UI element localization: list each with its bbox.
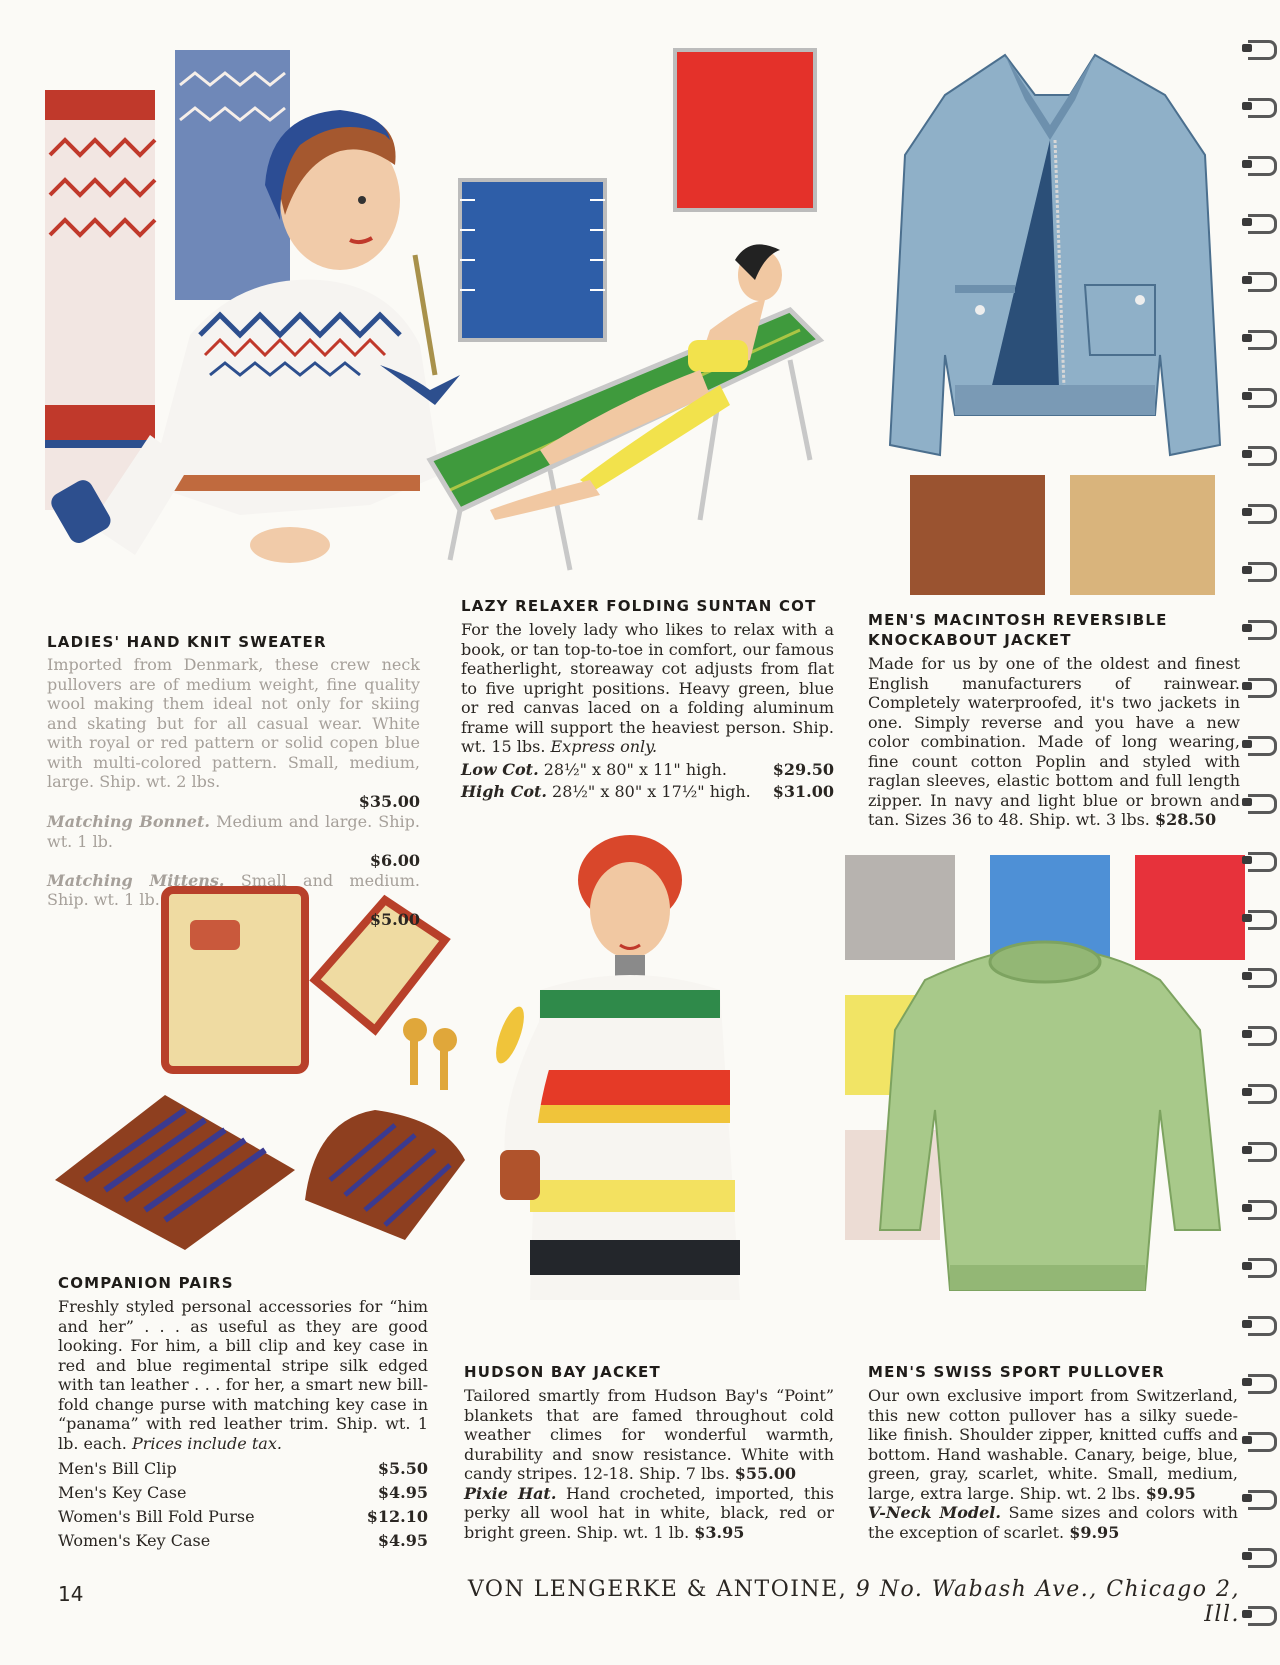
cot-description: For the lovely lady who likes to relax with a book, or tan top-to-toe in comfort, our famous featherlight, storeaway cot adjusts from flat to five upright positions. Heavy green, blue or red canvas laced on a folding aluminum frame will support the heaviest person. Ship. wt. 15 lbs. (461, 620, 834, 756)
binder-ring (1242, 1490, 1276, 1508)
price-list-item (58, 1481, 428, 1505)
binder-ring (1242, 562, 1276, 580)
hudson-description: Tailored smartly from Hudson Bay's “Point” blankets that are famed throughout cold weather climes for wonderful warmth, durability and snow resistance. White with candy stripes. 12-18. Ship. 7 lbs. (464, 1386, 834, 1483)
price-list-item (58, 1529, 428, 1553)
binder-ring (1242, 1432, 1276, 1450)
item-price: $4.95 (377, 1483, 428, 1502)
footer-address-line (440, 1577, 1240, 1627)
vneck-price: $9.95 (1069, 1522, 1120, 1542)
high-cot-label: High Cot. (461, 782, 547, 801)
binder-ring (1242, 1548, 1276, 1566)
binder-ring (1242, 1200, 1276, 1218)
vneck-label: V-Neck Model. (868, 1503, 1001, 1522)
pixie-hat-label: Pixie Hat. (464, 1483, 557, 1503)
sweater-description: Imported from Denmark, these crew neck pullovers are of medium weight, fine quality wool making them ideal not only for skiing and skating but for all casual wear. White with royal or red pattern or solid copen blue with multi-colored pattern. Small, medium, large. Ship. wt. 2 lbs. (47, 655, 420, 791)
low-cot-price: $29.50 (772, 759, 834, 779)
item-name: Women's Bill Fold Purse (58, 1507, 255, 1526)
binder-ring (1242, 852, 1276, 870)
binder-ring (1242, 1084, 1276, 1102)
companion-pairs-illustration (45, 880, 475, 1260)
hudson-bay-jacket-illustration (480, 820, 810, 1310)
companion-description: Freshly styled personal accessories for “him and her” . . . as useful as they are good looking. For him, a bill clip and key case in red and blue regimental stripe silk edged with tan leather . . . for her, a smart new bill-fold change purse with matching key case in “panama” with red leather trim. Ship. wt. 1 lb. each. (58, 1297, 428, 1453)
item-name: Men's Bill Clip (58, 1459, 177, 1478)
macintosh-jacket-illustration (885, 35, 1240, 595)
binder-ring (1242, 156, 1276, 174)
item-price: $5.50 (377, 1459, 428, 1478)
binder-ring (1242, 272, 1276, 290)
bonnet-description: Medium and large. Ship. wt. 1 lb. (47, 812, 421, 851)
page-number: 14 (58, 1582, 84, 1606)
pullover-description: Our own exclusive import from Switzerland, this new cotton pullover has a silky suede-like finish. Shoulder zipper, knitted cuffs and bottom. Hand washable. Canary, beige, blue, green, gray, scarlet, white. Small, medium, large, extra large. Ship. wt. 2 lbs. (868, 1386, 1238, 1503)
companion-title: COMPANION PAIRS (58, 1274, 234, 1292)
suntan-cot-illustration (420, 40, 880, 595)
pixie-hat-price: $3.95 (694, 1522, 745, 1542)
vneck-description: Same sizes and colors with the exception of scarlet. (868, 1503, 1238, 1542)
price-list-item (58, 1457, 428, 1481)
binder-ring (1242, 1258, 1276, 1276)
binder-ring (1242, 1374, 1276, 1392)
mittens-label: Matching Mittens. (47, 870, 225, 890)
item-price: $4.95 (377, 1531, 428, 1550)
mittens-price: $5.00 (369, 909, 420, 929)
binder-ring (1242, 620, 1276, 638)
binder-ring (1242, 1026, 1276, 1044)
footer-address: 9 No. Wabash Ave., Chicago 2, Ill. (855, 1577, 1240, 1627)
hudson-title: HUDSON BAY JACKET (464, 1363, 661, 1381)
jacket-price: $28.50 (1154, 810, 1217, 829)
binder-ring (1242, 40, 1276, 58)
footer-company: VON LENGERKE & ANTOINE, (467, 1577, 848, 1602)
cot-title: LAZY RELAXER FOLDING SUNTAN COT (461, 597, 817, 615)
sweater-title: LADIES' HAND KNIT SWEATER (47, 633, 327, 651)
binder-ring (1242, 214, 1276, 232)
binder-ring (1242, 794, 1276, 812)
binder-ring (1242, 330, 1276, 348)
binder-ring (1242, 968, 1276, 986)
pullover-price: $9.95 (1145, 1483, 1196, 1503)
binder-ring (1242, 910, 1276, 928)
companion-price-list (58, 1457, 428, 1553)
item-name: Women's Key Case (58, 1531, 211, 1550)
binder-ring (1242, 678, 1276, 696)
mittens-description: Small and medium. Ship. wt. 1 lb. (47, 870, 420, 909)
companion-tax-note: Prices include tax. (131, 1433, 282, 1453)
spiral-binding (1228, 0, 1280, 1665)
high-cot-price: $31.00 (772, 782, 834, 801)
item-price: $12.10 (366, 1507, 428, 1526)
binder-ring (1242, 388, 1276, 406)
pixie-hat-description: Hand crocheted, imported, this perky all wool hat in white, black, red or bright green. Ship. wt. 1 lb. (464, 1483, 834, 1542)
price-list-item (58, 1505, 428, 1529)
binder-ring (1242, 736, 1276, 754)
pullover-title: MEN'S SWISS SPORT PULLOVER (868, 1363, 1166, 1381)
low-cot-label: Low Cot. (461, 759, 539, 779)
jacket-title-line2: KNOCKABOUT JACKET (868, 631, 1072, 649)
bonnet-label: Matching Bonnet. (47, 812, 210, 831)
binder-ring (1242, 504, 1276, 522)
cot-express-note: Express only. (550, 737, 658, 756)
hudson-price: $55.00 (734, 1464, 797, 1483)
binder-ring (1242, 98, 1276, 116)
binder-ring (1242, 1316, 1276, 1334)
sweater-price: $35.00 (358, 791, 420, 811)
jacket-description: Made for us by one of the oldest and finest English manufacturers of rainwear. Completely waterproofed, it's two jackets in one. Simply reverse and you have a new color combination. Made of long wearing, fine count cotton Poplin and styled with raglan sleeves, elastic bottom and full length zipper. In navy and light blue or brown and tan. Sizes 36 to 48. Ship. wt. 3 lbs. (868, 654, 1240, 829)
jacket-title-line1: MEN'S MACINTOSH REVERSIBLE (868, 611, 1168, 629)
binder-ring (1242, 1606, 1276, 1624)
binder-ring (1242, 446, 1276, 464)
item-name: Men's Key Case (58, 1483, 187, 1502)
binder-ring (1242, 1142, 1276, 1160)
swiss-pullover-illustration (840, 850, 1250, 1320)
bonnet-price: $6.00 (369, 851, 420, 870)
low-cot-dimensions: 28½" x 80" x 11" high. (543, 759, 727, 779)
high-cot-dimensions: 28½" x 80" x 17½" high. (552, 782, 751, 801)
sweater-illustration (40, 45, 470, 625)
